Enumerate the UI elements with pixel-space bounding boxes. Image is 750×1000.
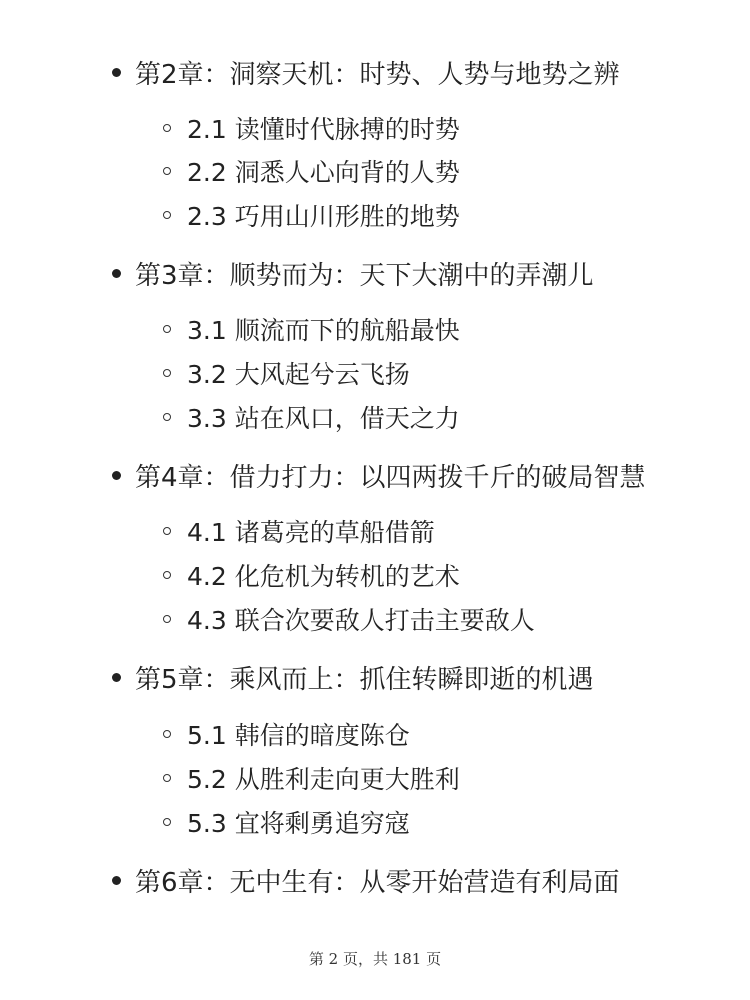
- section-title: 4.3 联合次要敌人打击主要敌人: [187, 606, 535, 635]
- chapter-item: [112, 455, 646, 495]
- page-footer: [0, 948, 750, 969]
- section-item: [163, 109, 460, 147]
- bullet-icon: [112, 269, 121, 278]
- section-title: 5.1 韩信的暗度陈仓: [187, 721, 410, 750]
- section-item: [163, 600, 535, 638]
- section-title: 3.2 大风起兮云飞扬: [187, 360, 410, 389]
- section-title: 4.1 诸葛亮的草船借箭: [187, 518, 435, 547]
- hollow-bullet-icon: [163, 527, 171, 535]
- section-title: 2.2 洞悉人心向背的人势: [187, 158, 460, 187]
- chapter-title: 第4章：借力打力：以四两拨千斤的破局智慧: [135, 462, 646, 493]
- section-item: [163, 398, 460, 436]
- bullet-icon: [112, 673, 121, 682]
- section-item: [163, 354, 410, 392]
- hollow-bullet-icon: [163, 325, 171, 333]
- section-title: 2.1 读懂时代脉搏的时势: [187, 115, 460, 144]
- section-item: [163, 512, 435, 550]
- hollow-bullet-icon: [163, 167, 171, 175]
- section-title: 3.3 站在风口，借天之力: [187, 404, 460, 433]
- bullet-icon: [112, 876, 121, 885]
- section-item: [163, 715, 410, 753]
- section-title: 5.3 宜将剩勇追穷寇: [187, 809, 410, 838]
- section-item: [163, 803, 410, 841]
- section-item: [163, 152, 460, 190]
- hollow-bullet-icon: [163, 571, 171, 579]
- section-title: 2.3 巧用山川形胜的地势: [187, 202, 460, 231]
- chapter-item: [112, 52, 620, 92]
- chapter-item: [112, 253, 594, 293]
- section-item: [163, 310, 460, 348]
- hollow-bullet-icon: [163, 413, 171, 421]
- hollow-bullet-icon: [163, 774, 171, 782]
- bullet-icon: [112, 471, 121, 480]
- bullet-icon: [112, 68, 121, 77]
- page-number-label: 第 2 页，共 181 页: [308, 950, 442, 968]
- section-title: 3.1 顺流而下的航船最快: [187, 316, 460, 345]
- hollow-bullet-icon: [163, 818, 171, 826]
- section-item: [163, 556, 460, 594]
- section-item: [163, 196, 460, 234]
- section-title: 4.2 化危机为转机的艺术: [187, 562, 460, 591]
- hollow-bullet-icon: [163, 124, 171, 132]
- hollow-bullet-icon: [163, 211, 171, 219]
- hollow-bullet-icon: [163, 369, 171, 377]
- chapter-title: 第2章：洞察天机：时势、人势与地势之辨: [135, 59, 620, 90]
- chapter-title: 第3章：顺势而为：天下大潮中的弄潮儿: [135, 260, 594, 291]
- section-title: 5.2 从胜利走向更大胜利: [187, 765, 460, 794]
- hollow-bullet-icon: [163, 615, 171, 623]
- chapter-item: [112, 860, 620, 900]
- chapter-title: 第5章：乘风而上：抓住转瞬即逝的机遇: [135, 664, 594, 695]
- section-item: [163, 759, 460, 797]
- chapter-item: [112, 657, 594, 697]
- hollow-bullet-icon: [163, 730, 171, 738]
- chapter-title: 第6章：无中生有：从零开始营造有利局面: [135, 867, 620, 898]
